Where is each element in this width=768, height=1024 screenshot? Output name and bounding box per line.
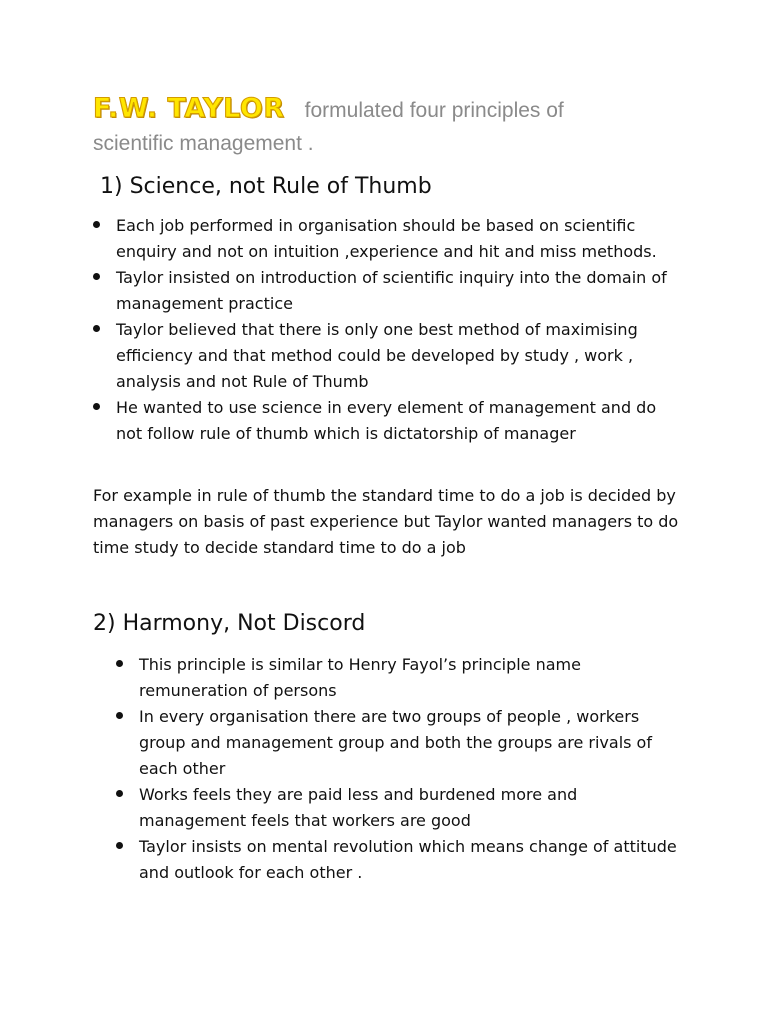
list-item	[116, 652, 686, 704]
bullet-icon	[116, 790, 123, 797]
section2-heading: 2) Harmony, Not Discord	[93, 611, 366, 636]
list-item-text: He wanted to use science in every element of management and do not follow rule of thumb which is dictatorship of manager	[116, 398, 657, 443]
bullet-icon	[93, 325, 100, 332]
title-brand: F.W. TAYLOR	[93, 93, 285, 124]
bullet-icon	[116, 660, 123, 667]
title-line	[93, 92, 713, 130]
list-item	[93, 395, 673, 447]
bullet-icon	[116, 712, 123, 719]
list-item	[116, 704, 686, 782]
list-item	[116, 782, 686, 834]
bullet-icon	[93, 273, 100, 280]
list-item	[93, 265, 673, 317]
list-item	[93, 317, 673, 395]
title-text-line2: scientific management .	[93, 132, 314, 155]
section1-heading: 1) Science, not Rule of Thumb	[100, 174, 432, 199]
section2-bullet-list	[116, 652, 686, 886]
list-item	[116, 834, 686, 886]
bullet-icon	[116, 842, 123, 849]
section1-example-paragraph: For example in rule of thumb the standard time to do a job is decided by managers on basis of past experience but Taylor wanted managers to do time study to decide standard time to do a job	[93, 486, 679, 557]
list-item-text: Works feels they are paid less and burdened more and management feels that workers are good	[139, 785, 578, 830]
list-item	[93, 213, 673, 265]
list-item-text: Taylor insisted on introduction of scientific inquiry into the domain of management practice	[116, 268, 667, 313]
list-item-text: Taylor insists on mental revolution which means change of attitude and outlook for each other .	[139, 837, 677, 882]
list-item-text: In every organisation there are two groups of people , workers group and management group and both the groups are rivals of each other	[139, 707, 652, 778]
section1-bullet-list	[93, 213, 673, 447]
list-item-text: This principle is similar to Henry Fayol’s principle name remuneration of persons	[139, 655, 581, 700]
bullet-icon	[93, 221, 100, 228]
list-item-text: Taylor believed that there is only one best method of maximising efficiency and that method could be developed by study , work , analysis and not Rule of Thumb	[116, 320, 638, 391]
bullet-icon	[93, 403, 100, 410]
list-item-text: Each job performed in organisation should be based on scientific enquiry and not on intuition ,experience and hit and miss methods.	[116, 216, 657, 261]
title-text-line1: formulated four principles of	[304, 99, 564, 122]
